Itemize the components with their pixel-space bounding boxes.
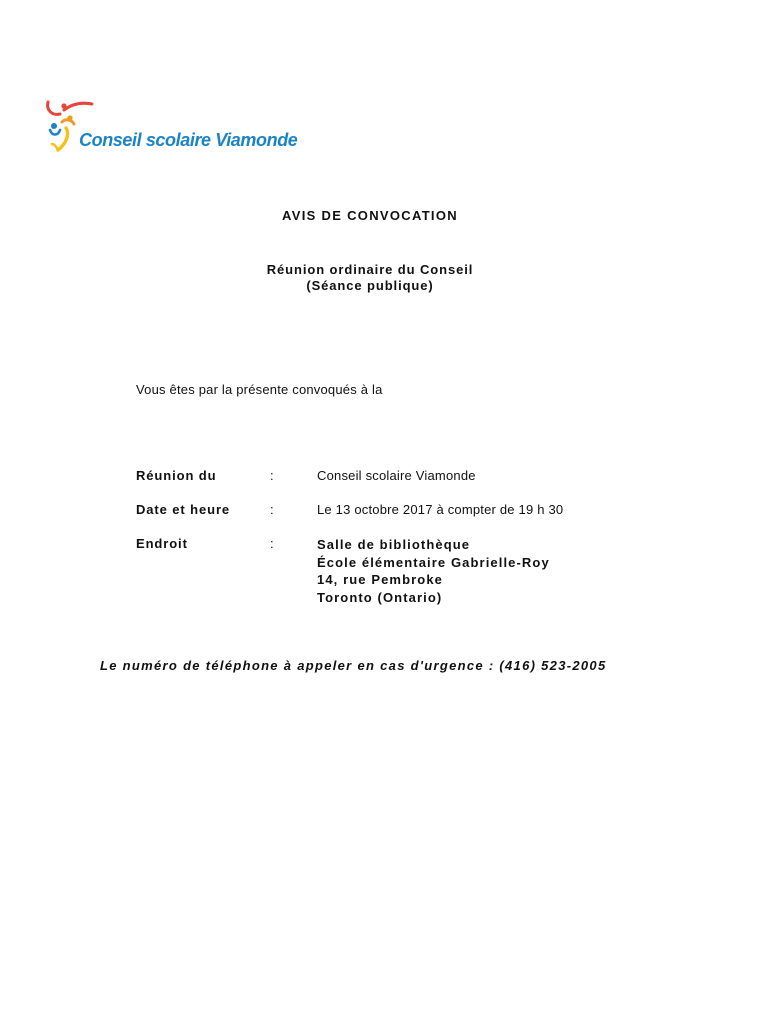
place-colon: : — [270, 536, 274, 551]
address-line: 14, rue Pembroke — [317, 572, 443, 587]
session-type: (Séance publique) — [306, 278, 434, 293]
meeting-colon: : — [270, 468, 274, 483]
meeting-type: Réunion ordinaire du Conseil — [266, 262, 474, 277]
notice-title: AVIS DE CONVOCATION — [282, 208, 458, 223]
viamonde-logo — [44, 100, 298, 158]
datetime-label: Date et heure — [136, 502, 231, 517]
place-label: Endroit — [136, 536, 188, 551]
emergency-phone-note: Le numéro de téléphone à appeler en cas d'urgence : (416) 523-2005 — [100, 658, 607, 673]
intro-text: Vous êtes par la présente convoqués à la — [136, 382, 383, 397]
meeting-label: Réunion du — [136, 468, 217, 483]
address-line: École élémentaire Gabrielle-Roy — [317, 554, 550, 570]
address-line: Toronto (Ontario) — [317, 589, 443, 605]
address-line: Salle de bibliothèque — [317, 537, 471, 552]
datetime-value: Le 13 octobre 2017 à compter de 19 h 30 — [317, 502, 564, 517]
place-address — [317, 536, 550, 606]
datetime-colon: : — [270, 502, 274, 517]
meeting-value: Conseil scolaire Viamonde — [317, 468, 476, 483]
logo-text: Conseil scolaire Viamonde — [79, 130, 298, 150]
